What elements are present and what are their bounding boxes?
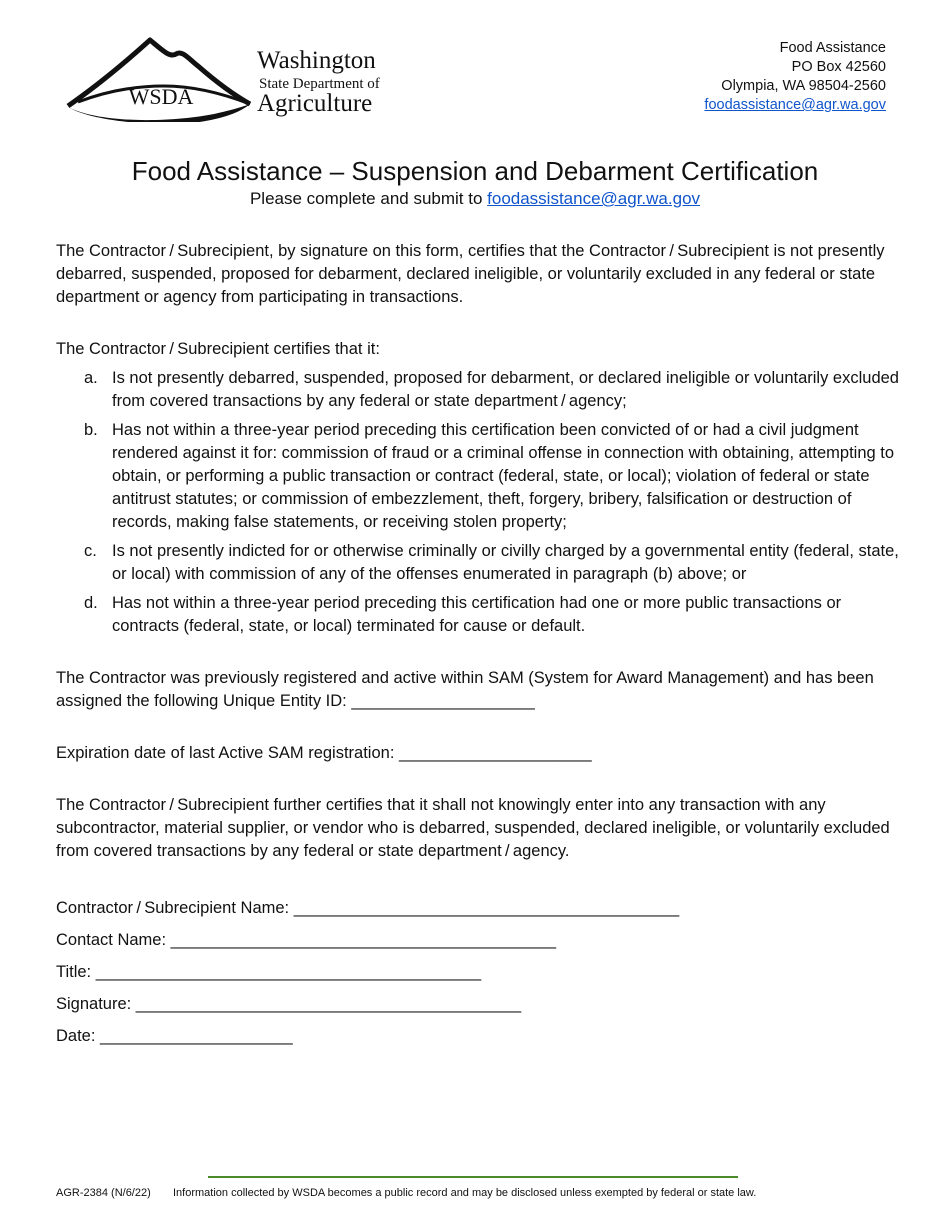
logo-line-agriculture: Agriculture bbox=[257, 90, 373, 117]
page-subtitle bbox=[0, 188, 950, 210]
page-title: Food Assistance – Suspension and Debarment Certification bbox=[131, 156, 819, 186]
contractor-name-field[interactable]: Contractor / Subrecipient Name: __________________________________________ bbox=[56, 899, 680, 917]
certifies-lead: The Contractor / Subrecipient certifies that it: bbox=[56, 340, 380, 358]
contact-city: Olympia, WA 98504-2560 bbox=[721, 78, 886, 94]
list-item-text: Has not within a three-year period preceding this certification been convicted of or had a civil judgment rendered against it for: commission of fraud or a criminal offense in connection with obtaining, attempting to obtain, or performing a public transaction or contract (federal, state, or local); violation of federal or state antitrust statutes; or commission of embezzlement, theft, forgery, bribery, falsification or destruction of records, making false statements, or receiving stolen property; bbox=[112, 421, 895, 531]
title-field[interactable]: Title: __________________________________________ bbox=[56, 963, 482, 981]
logo-line-department: State Department of bbox=[259, 76, 380, 92]
mountain-logo-icon bbox=[64, 36, 254, 122]
wsda-logo bbox=[64, 36, 384, 122]
contact-name-field[interactable]: Contact Name: __________________________________________ bbox=[56, 931, 557, 949]
intro-paragraph: The Contractor / Subrecipient, by signature on this form, certifies that the Contractor / Subrecipient is not presently debarred, suspended, proposed for debarment, declared ineligible, or voluntarily excluded in any federal or state department or agency from participating in transactions. bbox=[56, 242, 885, 306]
list-item-text: Has not within a three-year period preceding this certification had one or more public transactions or contracts (federal, state, or local) terminated for cause or default. bbox=[112, 594, 842, 635]
certification-item-d bbox=[56, 592, 901, 638]
list-item-text: Is not presently debarred, suspended, proposed for debarment, or declared ineligible or voluntarily excluded from covered transactions by any federal or state department / agency; bbox=[112, 369, 899, 410]
subtitle-email-link[interactable]: foodassistance@agr.wa.gov bbox=[487, 189, 701, 208]
list-marker: d. bbox=[84, 594, 98, 612]
list-marker: b. bbox=[84, 421, 98, 439]
subtitle-prefix: Please complete and submit to bbox=[249, 189, 488, 208]
sam-registration-paragraph: The Contractor was previously registered and active within SAM (System for Award Management) and has been assigned the following Unique Entity ID: ____________________ bbox=[56, 669, 874, 710]
list-marker: c. bbox=[84, 542, 97, 560]
page-footer bbox=[56, 1186, 756, 1200]
sam-expiration-line: Expiration date of last Active SAM registration: _____________________ bbox=[56, 744, 592, 762]
contact-address bbox=[704, 39, 886, 115]
certification-list bbox=[56, 367, 901, 644]
form-code: AGR-2384 (N/6/22) bbox=[56, 1187, 151, 1199]
logo-line-washington: Washington bbox=[257, 47, 376, 74]
footer-divider bbox=[208, 1176, 738, 1178]
contact-email-link[interactable]: foodassistance@agr.wa.gov bbox=[704, 97, 886, 113]
list-item-text: Is not presently indicted for or otherwise criminally or civilly charged by a governmental entity (federal, state, or local) with commission of any of the offenses enumerated in paragraph (b) above; or bbox=[112, 542, 899, 583]
certification-item-a bbox=[56, 367, 901, 413]
certification-item-b bbox=[56, 419, 901, 534]
signature-fields bbox=[56, 897, 679, 1057]
signature-field[interactable]: Signature: __________________________________________ bbox=[56, 995, 522, 1013]
date-field[interactable]: Date: _____________________ bbox=[56, 1027, 293, 1045]
contact-po-box: PO Box 42560 bbox=[791, 59, 886, 75]
certification-item-c bbox=[56, 540, 901, 586]
logo-badge: WSDA bbox=[128, 84, 194, 109]
further-certifies-paragraph: The Contractor / Subrecipient further certifies that it shall not knowingly enter into any transaction with any subcontractor, material supplier, or vendor who is debarred, suspended, declared ineligible, or voluntarily excluded from covered transactions by any federal or state department / agency. bbox=[56, 796, 890, 860]
contact-org: Food Assistance bbox=[779, 40, 886, 56]
list-marker: a. bbox=[84, 369, 98, 387]
footer-notice: Information collected by WSDA becomes a public record and may be disclosed unless exempted by federal or state law. bbox=[173, 1187, 757, 1199]
